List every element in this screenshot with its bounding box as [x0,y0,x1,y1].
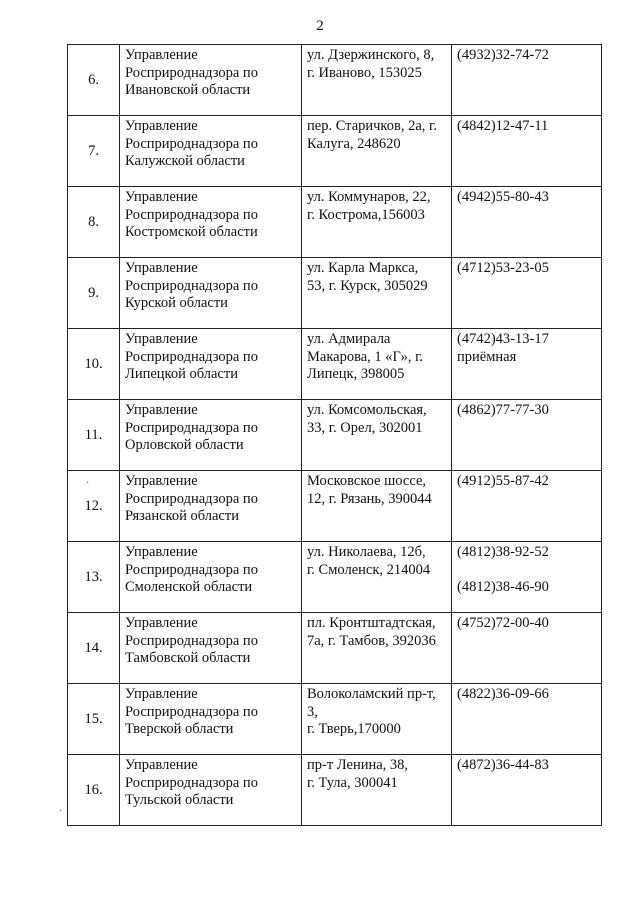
address-line: 7а, г. Тамбов, 392036 [307,632,436,649]
office-name-line: Росприроднадзора по [125,64,258,81]
address-cell [302,400,452,471]
office-name-line: Росприроднадзора по [125,490,258,507]
row-number: 16. [68,755,120,826]
office-name-cell [120,116,302,187]
address-line: ул. Карла Маркса, [307,260,419,276]
scan-speck: · [59,806,63,817]
address-cell [302,613,452,684]
address-line: 3, [307,703,318,720]
address-line: г. Кострома,156003 [307,206,425,223]
row-number: 14. [68,613,120,684]
office-name-line: Управление [125,473,198,489]
phone-cell [452,258,602,329]
phone-cell [452,187,602,258]
row-number: 6. [68,45,120,116]
office-name-line: Калужской области [125,153,245,169]
row-number: 9. [68,258,120,329]
office-name-cell [120,258,302,329]
address-cell [302,684,452,755]
offices-table-body [68,45,602,826]
office-name-line: Управление [125,686,198,702]
office-name-line: Управление [125,47,198,63]
office-name-line: Росприроднадзора по [125,561,258,578]
table-row [68,755,602,826]
phone-line: (4872)36-44-83 [457,757,549,773]
office-name-cell [120,329,302,400]
address-cell [302,45,452,116]
office-name-line: Управление [125,544,198,560]
phone-cell [452,329,602,400]
offices-table [67,44,602,826]
address-line: 53, г. Курск, 305029 [307,277,428,294]
address-cell [302,542,452,613]
office-name-cell [120,187,302,258]
phone-line: (4822)36-09-66 [457,686,549,702]
office-name-cell [120,613,302,684]
phone-line: (4942)55-80-43 [457,189,549,205]
phone-line: (4812)38-92-52 [457,544,549,560]
address-line: г. Тула, 300041 [307,774,398,791]
spacer [457,562,596,579]
row-number: 15. [68,684,120,755]
phone-line: (4812)38-46-90 [457,578,549,595]
office-name-cell [120,400,302,471]
office-name-line: Управление [125,118,198,134]
office-name-cell [120,471,302,542]
table-row [68,187,602,258]
row-number: 10. [68,329,120,400]
table-row [68,684,602,755]
phone-cell [452,45,602,116]
office-name-line: Управление [125,402,198,418]
office-name-line: Управление [125,757,198,773]
office-name-line: Росприроднадзора по [125,419,258,436]
office-name-line: Тверской области [125,721,234,737]
phone-line: (4842)12-47-11 [457,118,549,134]
office-name-line: Курской области [125,295,228,311]
address-line: 33, г. Орел, 302001 [307,419,423,436]
office-name-line: Росприроднадзора по [125,206,258,223]
address-line: ул. Николаева, 12б, [307,544,426,560]
phone-cell [452,400,602,471]
row-number: 13. [68,542,120,613]
table-row [68,116,602,187]
phone-line: (4752)72-00-40 [457,615,549,631]
office-name-line: Росприроднадзора по [125,348,258,365]
phone-cell [452,613,602,684]
row-number: 7. [68,116,120,187]
office-name-line: Смоленской области [125,579,253,595]
address-line: Волоколамский пр-т, [307,686,436,702]
office-name-cell [120,45,302,116]
address-cell [302,116,452,187]
phone-cell [452,471,602,542]
table-row [68,258,602,329]
address-line: 12, г. Рязань, 390044 [307,490,432,507]
office-name-line: Липецкой области [125,366,238,382]
phone-line: (4712)53-23-05 [457,260,549,276]
address-cell [302,258,452,329]
office-name-line: Управление [125,331,198,347]
office-name-line: Росприроднадзора по [125,774,258,791]
office-name-cell [120,684,302,755]
phone-line: (4742)43-13-17 [457,331,549,347]
address-line: Московское шоссе, [307,473,427,489]
office-name-line: Рязанской области [125,508,239,524]
phone-line: (4932)32-74-72 [457,47,549,63]
table-row [68,400,602,471]
office-name-line: Тамбовской области [125,650,251,666]
address-line: ул. Комсомольская, [307,402,427,418]
address-line: Макарова, 1 «Г», г. [307,348,424,365]
address-line: Липецк, 398005 [307,366,405,382]
address-cell [302,187,452,258]
table-row [68,329,602,400]
address-line: пл. Кронтштадтская, [307,615,436,631]
address-cell [302,329,452,400]
address-line: Калуга, 248620 [307,135,401,152]
address-line: ул. Коммунаров, 22, [307,189,431,205]
scan-speck: · [86,478,90,489]
office-name-line: Управление [125,615,198,631]
office-name-line: Росприроднадзора по [125,135,258,152]
phone-cell [452,684,602,755]
address-cell [302,755,452,826]
phone-line: (4912)55-87-42 [457,473,549,489]
address-line: пер. Старичков, 2а, г. [307,118,437,134]
address-cell [302,471,452,542]
phone-cell [452,116,602,187]
table-row [68,45,602,116]
table-row [68,542,602,613]
office-name-line: Росприроднадзора по [125,632,258,649]
office-name-cell [120,755,302,826]
address-line: ул. Дзержинского, 8, [307,47,435,63]
row-number: 8. [68,187,120,258]
office-name-line: Костромской области [125,224,258,240]
office-name-cell [120,542,302,613]
phone-line: (4862)77-77-30 [457,402,549,418]
address-line: г. Смоленск, 214004 [307,561,431,578]
row-number: 12. [68,471,120,542]
address-line: г. Иваново, 153025 [307,64,422,81]
office-name-line: Росприроднадзора по [125,703,258,720]
phone-line: приёмная [457,348,517,365]
row-number: 11. [68,400,120,471]
phone-cell [452,542,602,613]
office-name-line: Управление [125,189,198,205]
address-line: пр-т Ленина, 38, [307,757,409,773]
page-number: 2 [316,18,324,34]
address-line: г. Тверь,170000 [307,721,401,737]
office-name-line: Тульской области [125,792,234,808]
address-line: ул. Адмирала [307,331,391,347]
phone-cell [452,755,602,826]
table-row [68,613,602,684]
office-name-line: Росприроднадзора по [125,277,258,294]
table-row [68,471,602,542]
office-name-line: Орловской области [125,437,244,453]
office-name-line: Ивановской области [125,82,251,98]
office-name-line: Управление [125,260,198,276]
